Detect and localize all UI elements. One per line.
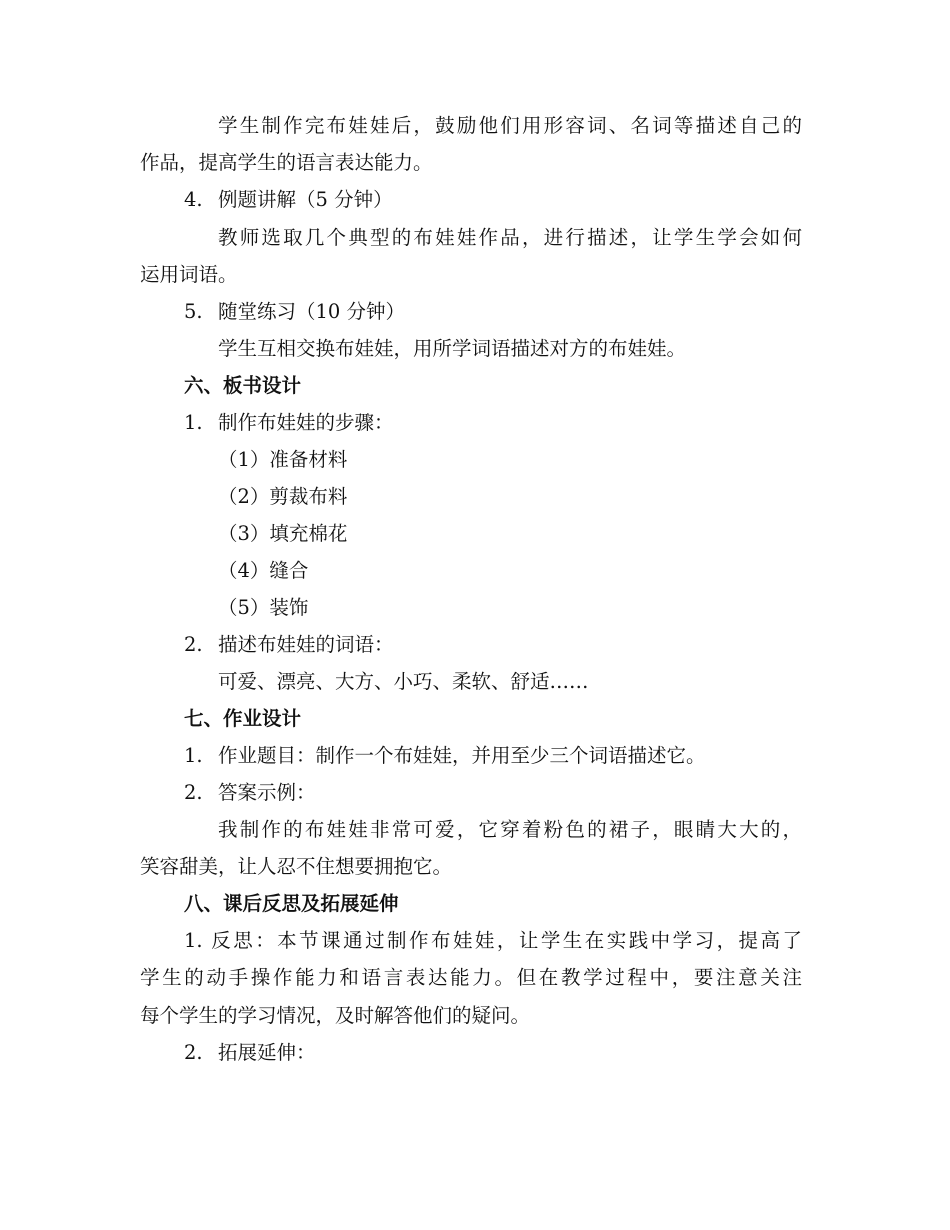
list-item-text: 答案示例： bbox=[218, 781, 316, 804]
list-number: 4. bbox=[184, 188, 203, 211]
list-number: 2. bbox=[184, 1041, 203, 1064]
list-number: 5. bbox=[184, 300, 203, 323]
paragraph-line: 作品，提高学生的语言表达能力。 bbox=[140, 151, 433, 174]
list-item bbox=[184, 781, 316, 805]
paragraph-line: 每个学生的学习情况，及时解答他们的疑问。 bbox=[140, 1004, 531, 1027]
paragraph-line: 学生互相交换布娃娃，用所学词语描述对方的布娃娃。 bbox=[218, 337, 687, 360]
word-list: 可爱、漂亮、大方、小巧、柔软、舒适…… bbox=[218, 670, 589, 693]
paragraph-line: 我制作的布娃娃非常可爱，它穿着粉色的裙子，眼睛大大的， bbox=[218, 818, 802, 841]
list-item-4 bbox=[184, 188, 393, 212]
list-number: 2. bbox=[184, 781, 203, 804]
list-number: 2. bbox=[184, 633, 203, 656]
list-item-text: 拓展延伸： bbox=[218, 1041, 316, 1064]
list-item-text: 例题讲解（5 分钟） bbox=[218, 188, 393, 211]
section-heading: 七、作业设计 bbox=[184, 707, 302, 730]
step-item: （1）准备材料 bbox=[218, 448, 348, 471]
paragraph-line: 运用词语。 bbox=[140, 263, 238, 286]
list-number: 1. bbox=[184, 411, 203, 434]
paragraph-line: 教师选取几个典型的布娃娃作品，进行描述，让学生学会如何 bbox=[218, 226, 802, 249]
section-heading: 八、课后反思及拓展延伸 bbox=[184, 892, 399, 915]
list-item-text: 制作布娃娃的步骤： bbox=[218, 411, 394, 434]
paragraph-line: 笑容甜美，让人忍不住想要拥抱它。 bbox=[140, 855, 453, 878]
list-item-text: 描述布娃娃的词语： bbox=[218, 633, 394, 656]
paragraph-line: 1. 反思：本节课通过制作布娃娃，让学生在实践中学习，提高了 bbox=[184, 929, 802, 952]
section-heading: 六、板书设计 bbox=[184, 374, 302, 397]
list-item bbox=[184, 633, 394, 657]
step-item: （2）剪裁布料 bbox=[218, 485, 348, 508]
list-item-5 bbox=[184, 300, 405, 324]
list-item-text: 作业题目：制作一个布娃娃，并用至少三个词语描述它。 bbox=[218, 744, 706, 767]
step-item: （4）缝合 bbox=[218, 559, 309, 582]
paragraph-line: 学生制作完布娃娃后，鼓励他们用形容词、名词等描述自己的 bbox=[218, 114, 802, 137]
list-item bbox=[184, 1041, 316, 1065]
list-number: 1. bbox=[184, 744, 203, 767]
step-item: （3）填充棉花 bbox=[218, 522, 348, 545]
paragraph-line: 学生的动手操作能力和语言表达能力。但在教学过程中，要注意关注 bbox=[140, 966, 802, 989]
list-item bbox=[184, 411, 394, 435]
step-item: （5）装饰 bbox=[218, 596, 309, 619]
list-item-text: 随堂练习（10 分钟） bbox=[218, 300, 406, 323]
list-item bbox=[184, 744, 706, 768]
